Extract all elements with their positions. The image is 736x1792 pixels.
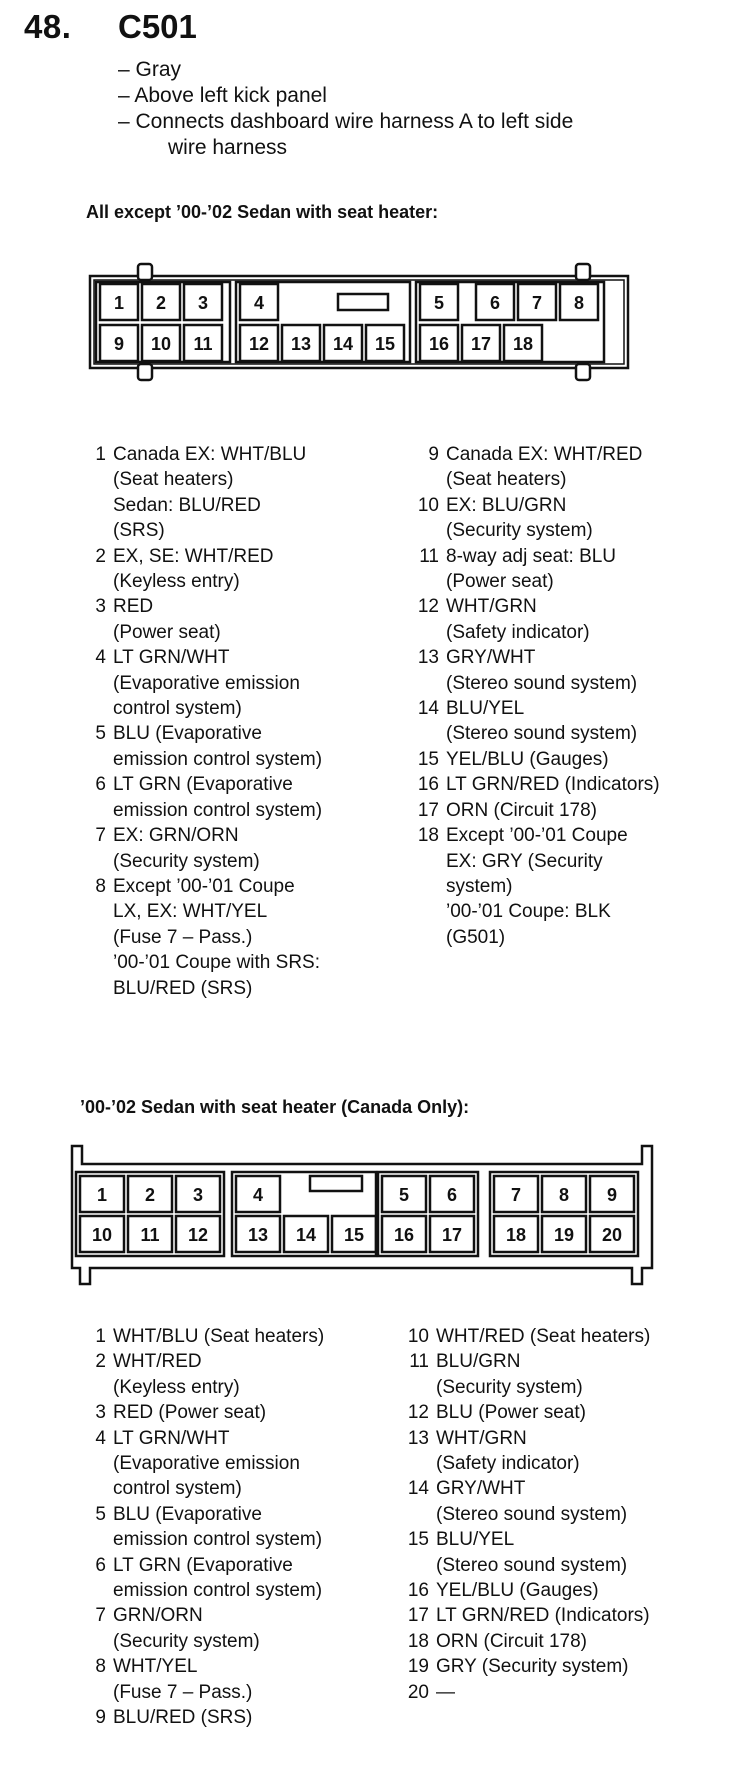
pin-entry xyxy=(84,772,404,823)
terminal-label: 17 xyxy=(441,1225,463,1245)
pin-number: 9 xyxy=(95,1707,106,1729)
pin-number: 15 xyxy=(407,1529,429,1551)
section2-title: ’00-’02 Sedan with seat heater (Canada Only): xyxy=(80,1097,470,1117)
section-number: 48. xyxy=(24,8,72,45)
terminal-label: 6 xyxy=(446,1185,458,1205)
terminal-label: 13 xyxy=(247,1225,269,1245)
pin-entry xyxy=(395,1603,725,1628)
terminal-label: 2 xyxy=(155,293,167,313)
pin-description: Canada EX: WHT/BLU (Seat heaters) Sedan: BLU/RED (SRS) xyxy=(113,444,307,542)
pin-entry xyxy=(84,442,404,544)
pin-description: BLU/YEL (Stereo sound system) xyxy=(436,1529,628,1576)
pin-entry xyxy=(405,798,725,823)
pin-number: 11 xyxy=(419,545,439,567)
pin-description: ORN (Circuit 178) xyxy=(436,1630,587,1652)
pin-description: — xyxy=(436,1681,455,1703)
terminal-label: 18 xyxy=(505,1225,527,1245)
section2-pin-list-left xyxy=(84,1324,404,1731)
pin-description: Canada EX: WHT/RED (Seat heaters) xyxy=(446,444,643,491)
pin-number: 17 xyxy=(407,1605,429,1627)
pin-number: 14 xyxy=(407,1478,429,1500)
pin-entry xyxy=(395,1400,725,1425)
terminal-label: 9 xyxy=(606,1185,618,1205)
terminal-label: 13 xyxy=(290,334,312,354)
pin-number: 3 xyxy=(95,596,106,618)
pin-number: 11 xyxy=(409,1351,429,1373)
pin-number: 10 xyxy=(407,1326,429,1347)
pin-entry xyxy=(84,594,404,645)
terminal-label: 10 xyxy=(150,334,172,354)
pin-description: YEL/BLU (Gauges) xyxy=(436,1580,599,1602)
terminal-label: 11 xyxy=(140,1225,160,1245)
pin-number: 20 xyxy=(407,1681,429,1703)
terminal-label: 16 xyxy=(393,1225,415,1245)
pin-number: 10 xyxy=(417,494,439,516)
terminal-label: 15 xyxy=(343,1225,365,1245)
pin-number: 4 xyxy=(95,647,106,669)
terminal-label: 16 xyxy=(428,334,450,354)
pin-description: GRN/ORN (Security system) xyxy=(113,1605,260,1652)
pin-entry xyxy=(395,1476,725,1527)
pin-description: BLU (Power seat) xyxy=(436,1402,586,1424)
pin-description: GRY/WHT (Stereo sound system) xyxy=(436,1478,628,1525)
connector-title: C501 xyxy=(118,8,197,45)
pin-number: 16 xyxy=(407,1580,429,1602)
pin-number: 3 xyxy=(95,1402,106,1424)
terminal-label: 3 xyxy=(192,1185,204,1205)
pin-entry xyxy=(405,493,725,544)
pin-number: 18 xyxy=(417,825,439,847)
pin-number: 12 xyxy=(417,596,439,618)
terminal-label: 12 xyxy=(248,334,270,354)
pin-description: EX: GRN/ORN (Security system) xyxy=(113,825,260,872)
pin-entry xyxy=(395,1426,725,1477)
pin-description: 8-way adj seat: BLU (Power seat) xyxy=(446,545,617,593)
pin-description: LT GRN/WHT (Evaporative emission control system) xyxy=(113,647,300,720)
pin-entry xyxy=(405,696,725,747)
pin-description: WHT/RED (Seat heaters) xyxy=(436,1326,651,1347)
terminal-label: 8 xyxy=(573,293,585,313)
terminal-label: 14 xyxy=(295,1225,317,1245)
pin-description: WHT/RED (Keyless entry) xyxy=(113,1351,240,1398)
pin-entry xyxy=(84,721,404,772)
pin-entry xyxy=(84,1349,404,1400)
pin-description: BLU/RED (SRS) xyxy=(113,1707,253,1729)
detail-location: – Above left kick panel xyxy=(118,84,327,107)
pin-number: 13 xyxy=(407,1427,429,1449)
pin-entry xyxy=(84,1553,404,1604)
pin-number: 8 xyxy=(95,1656,106,1678)
pin-description: EX: BLU/GRN (Security system) xyxy=(446,494,593,542)
pin-number: 12 xyxy=(407,1402,429,1424)
pin-entry xyxy=(84,1603,404,1654)
pin-entry xyxy=(84,645,404,721)
pin-description: EX, SE: WHT/RED (Keyless entry) xyxy=(113,545,274,593)
pin-entry xyxy=(84,1426,404,1502)
pin-description: LT GRN/WHT (Evaporative emission control system) xyxy=(113,1427,300,1500)
pin-description: WHT/GRN (Safety indicator) xyxy=(446,596,590,643)
pin-description: WHT/YEL (Fuse 7 – Pass.) xyxy=(113,1656,253,1703)
pin-entry xyxy=(405,772,725,797)
terminal-label: 1 xyxy=(113,293,125,313)
connector-diagram-20pin xyxy=(0,1140,736,1290)
section1-pin-list-right xyxy=(405,442,725,950)
pin-description: LT GRN (Evaporative emission control system) xyxy=(113,774,323,821)
pin-entry xyxy=(84,823,404,874)
pin-description: BLU (Evaporative emission control system) xyxy=(113,723,323,770)
detail-connects: – Connects dashboard wire harness A to left side xyxy=(118,110,574,133)
pin-number: 7 xyxy=(95,825,106,847)
terminal-label: 6 xyxy=(489,293,501,313)
pin-number: 2 xyxy=(95,545,106,567)
terminal-label: 15 xyxy=(374,334,396,354)
terminal-label: 2 xyxy=(144,1185,156,1205)
pin-description: ORN (Circuit 178) xyxy=(446,799,597,821)
pin-number: 15 xyxy=(417,748,439,770)
terminal-label: 4 xyxy=(253,293,265,313)
terminal-label: 12 xyxy=(187,1225,209,1245)
pin-number: 6 xyxy=(95,1554,106,1576)
pin-number: 5 xyxy=(95,1503,106,1525)
pin-entry xyxy=(84,1400,404,1425)
pin-description: BLU/GRN (Security system) xyxy=(436,1351,583,1398)
terminal-label: 4 xyxy=(252,1185,264,1205)
pin-entry xyxy=(84,1654,404,1705)
detail-color: – Gray xyxy=(118,58,182,81)
pin-description: LT GRN/RED (Indicators) xyxy=(446,774,660,796)
pin-description: LT GRN/RED (Indicators) xyxy=(436,1605,650,1627)
pin-number: 7 xyxy=(95,1605,106,1627)
pin-entry xyxy=(395,1324,725,1349)
pin-entry xyxy=(395,1680,725,1705)
pin-entry xyxy=(84,1705,404,1730)
pin-description: RED (Power seat) xyxy=(113,596,221,643)
terminal-label: 17 xyxy=(470,334,492,354)
pin-description: LT GRN (Evaporative emission control system) xyxy=(113,1554,323,1602)
pin-description: GRY/WHT (Stereo sound system) xyxy=(446,647,638,694)
pin-entry xyxy=(405,544,725,595)
pin-description: BLU/YEL (Stereo sound system) xyxy=(446,698,638,745)
pin-number: 19 xyxy=(407,1656,429,1678)
pin-description: Except ’00-’01 Coupe EX: GRY (Security system) ’00-’01 Coupe: BLK (G501) xyxy=(446,825,628,948)
terminal-label: 7 xyxy=(510,1185,522,1205)
section1-title: All except ’00-’02 Sedan with seat heater: xyxy=(86,202,439,222)
terminal-label: 7 xyxy=(531,293,543,313)
pin-number: 9 xyxy=(428,444,439,465)
pin-number: 1 xyxy=(95,444,106,465)
pin-description: WHT/BLU (Seat heaters) xyxy=(113,1326,325,1347)
pin-entry xyxy=(405,645,725,696)
pin-number: 14 xyxy=(417,698,439,720)
pin-number: 1 xyxy=(95,1326,106,1347)
pin-number: 13 xyxy=(417,647,439,669)
pin-number: 18 xyxy=(407,1630,429,1652)
pin-entry xyxy=(395,1349,725,1400)
pin-entry xyxy=(84,544,404,595)
pin-description: WHT/GRN (Safety indicator) xyxy=(436,1427,580,1475)
terminal-label: 8 xyxy=(558,1185,570,1205)
terminal-label: 9 xyxy=(113,334,125,354)
pin-number: 4 xyxy=(95,1427,106,1449)
terminal-label: 3 xyxy=(197,293,209,313)
pin-description: BLU (Evaporative emission control system) xyxy=(113,1503,323,1551)
terminal-label: 5 xyxy=(398,1185,410,1205)
pin-number: 16 xyxy=(417,774,439,796)
pin-entry xyxy=(84,1502,404,1553)
pin-entry xyxy=(395,1578,725,1603)
terminal-label: 5 xyxy=(433,293,445,313)
pin-entry xyxy=(84,874,404,1001)
pin-description: YEL/BLU (Gauges) xyxy=(446,748,609,770)
pin-description: GRY (Security system) xyxy=(436,1656,629,1678)
pin-entry xyxy=(395,1654,725,1679)
pin-number: 6 xyxy=(95,774,106,796)
terminal-label: 10 xyxy=(91,1225,113,1245)
pin-number: 2 xyxy=(95,1351,106,1373)
section1-pin-list-left xyxy=(84,442,404,1001)
pin-number: 17 xyxy=(417,799,439,821)
detail-connects-cont: wire harness xyxy=(168,136,288,159)
terminal-label: 18 xyxy=(512,334,534,354)
connector-diagram-18pin xyxy=(0,0,736,400)
pin-entry xyxy=(405,442,725,493)
terminal-label: 1 xyxy=(96,1185,108,1205)
terminal-label: 11 xyxy=(193,334,213,354)
pin-number: 8 xyxy=(95,875,106,897)
terminal-label: 14 xyxy=(332,334,354,354)
pin-number: 5 xyxy=(95,723,106,745)
pin-entry xyxy=(405,747,725,772)
pin-entry xyxy=(84,1324,404,1349)
section2-pin-list-right xyxy=(395,1324,725,1705)
pin-entry xyxy=(395,1629,725,1654)
pin-description: RED (Power seat) xyxy=(113,1402,267,1424)
pin-description: Except ’00-’01 Coupe LX, EX: WHT/YEL (Fuse 7 – Pass.) ’00-’01 Coupe with SRS: BLU/RED (SRS) xyxy=(113,875,320,999)
pin-entry xyxy=(405,594,725,645)
terminal-label: 19 xyxy=(553,1225,575,1245)
terminal-label: 20 xyxy=(601,1225,623,1245)
pin-entry xyxy=(405,823,725,950)
pin-entry xyxy=(395,1527,725,1578)
